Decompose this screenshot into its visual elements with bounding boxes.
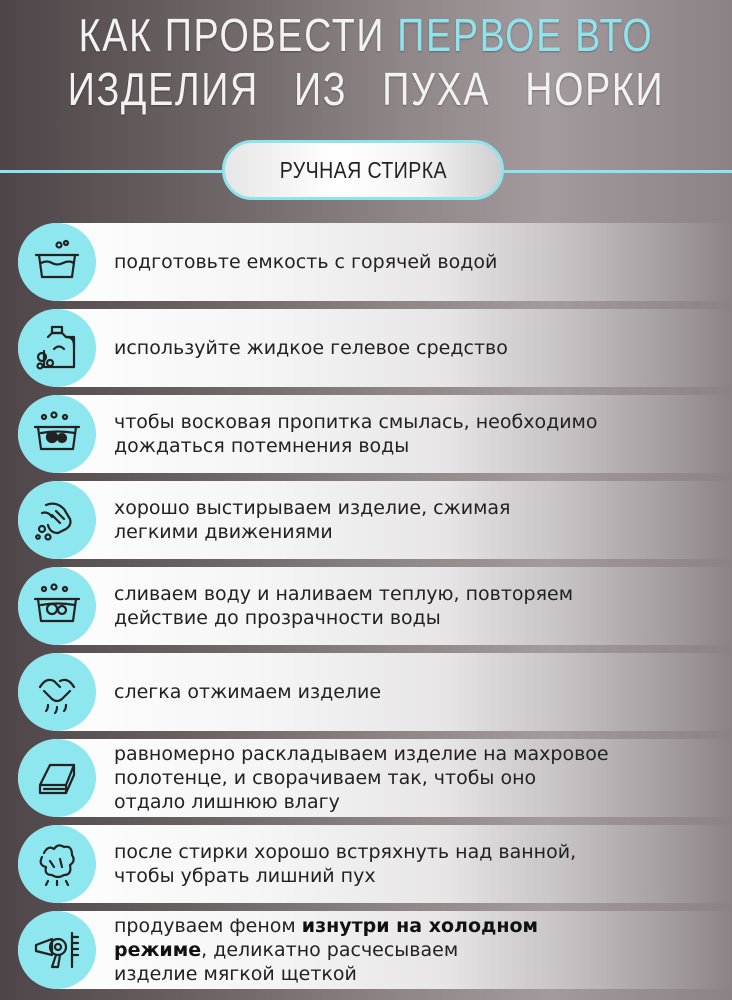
page-title [66,8,666,116]
hand-washing-icon [18,481,96,559]
step-row [18,395,732,473]
title-line2: ИЗДЕЛИЯ ИЗ ПУХА НОРКИ [67,63,665,115]
divider-right [504,170,732,173]
step-text: равномерно раскладываем изделие на махровое [114,743,609,765]
step-row [18,653,732,731]
step-row [18,223,732,301]
step-text: чтобы восковая пропитка смылась, необходимо [114,411,598,433]
step-text-bold: режиме [114,939,202,961]
title-highlight: ПЕРВОЕ ВТО [397,9,654,61]
title-line1: КАК ПРОВЕСТИ [78,9,398,61]
detergent-bottle-icon [18,309,96,387]
hair-dryer-brush-icon [18,911,96,989]
step-row [18,911,732,989]
step-text: подготовьте емкость с горячей водой [114,251,498,273]
step-text: после стирки хорошо встряхнуть над ванной, [114,841,577,863]
step-row [18,481,732,559]
step-text: , деликатно расчесываем [201,939,459,961]
step-text-bold: изнутри на холодном [301,915,539,937]
step-text: полотенце, и сворачиваем так, чтобы оно [114,767,537,789]
step-text: хорошо выстирываем изделие, сжимая [114,497,511,519]
step-row [18,309,732,387]
divider-left [0,170,222,173]
step-text: отдало лишнюю влагу [114,791,340,813]
folded-towel-icon [18,739,96,817]
section-header [222,140,504,200]
wringing-hands-icon [18,653,96,731]
step-row [18,825,732,903]
section-label: РУЧНАЯ СТИРКА [279,156,447,183]
step-text: изделие мягкой щеткой [114,963,357,985]
step-text: дождаться потемнения воды [114,435,410,457]
step-text: используйте жидкое гелевое средство [114,337,508,359]
step-row [18,567,732,645]
shaking-fur-icon [18,825,96,903]
basin-with-bubbles-icon [18,567,96,645]
step-text: чтобы убрать лишний пух [114,865,376,887]
step-text: легкими движениями [114,521,333,543]
step-text: слегка отжимаем изделие [114,681,382,703]
basin-with-bubbles-icon [18,395,96,473]
step-text: действие до прозрачности воды [114,607,441,629]
step-row [18,739,732,817]
basin-with-water-icon [18,223,96,301]
step-text: продуваем феном [114,915,302,937]
step-text: сливаем воду и наливаем теплую, повторяем [114,583,574,605]
